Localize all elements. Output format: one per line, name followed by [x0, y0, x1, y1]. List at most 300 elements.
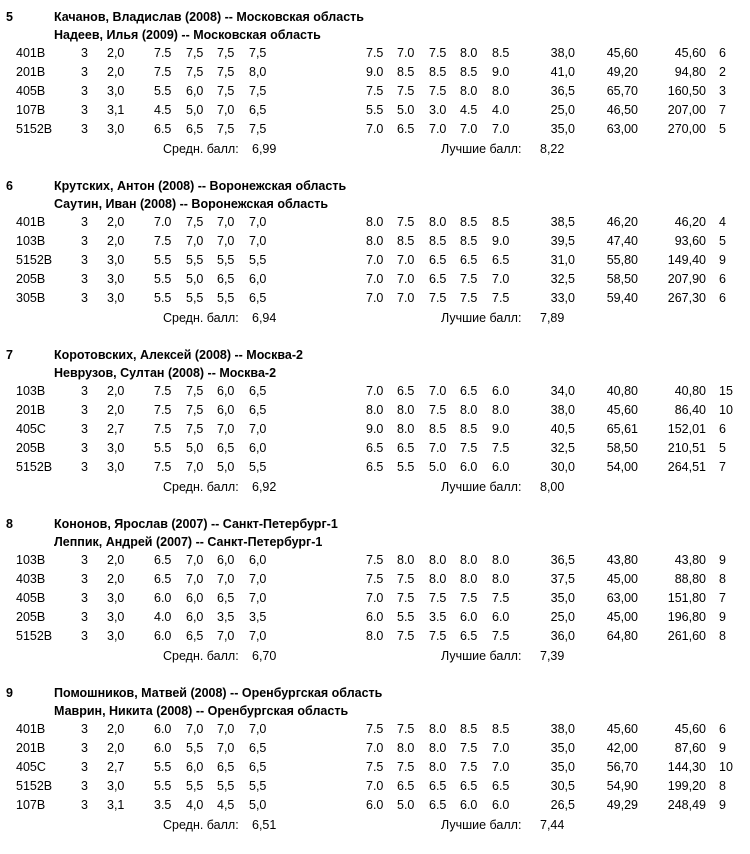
- avg-label: Средн. балл:: [163, 818, 239, 832]
- avg-value: 6,51: [252, 818, 277, 832]
- judge-score-a: 6,0: [217, 553, 235, 567]
- dive-score: 40,80: [606, 384, 638, 398]
- dive-row: [0, 384, 750, 404]
- judge-score-a: 6,5: [217, 760, 235, 774]
- dive-height: 3: [81, 610, 88, 624]
- judge-score-b: 7.0: [366, 741, 384, 755]
- raw-score: 35,0: [550, 591, 575, 605]
- judge-score-a: 5,0: [249, 798, 267, 812]
- judge-score-b: 7.0: [429, 384, 447, 398]
- judge-score-b: 7.5: [492, 441, 510, 455]
- judge-score-b: 8.5: [429, 234, 447, 248]
- athlete-1: Коротовских, Алексей (2008) -- Москва-2: [54, 348, 303, 362]
- judge-score-a: 5,5: [217, 253, 235, 267]
- judge-score-a: 7,0: [249, 215, 267, 229]
- judge-score-b: 8.0: [492, 572, 510, 586]
- dive-row: [0, 234, 750, 254]
- judge-score-a: 6,5: [249, 741, 267, 755]
- judge-score-a: 7,0: [217, 234, 235, 248]
- judge-score-b: 7.5: [429, 291, 447, 305]
- judge-score-a: 7,5: [217, 46, 235, 60]
- dive-height: 3: [81, 629, 88, 643]
- judge-score-a: 6,5: [249, 291, 267, 305]
- judge-score-b: 5.0: [397, 103, 415, 117]
- judge-score-b: 7.5: [429, 629, 447, 643]
- judge-score-b: 8.0: [460, 572, 478, 586]
- judge-score-b: 7.5: [429, 403, 447, 417]
- dive-height: 3: [81, 122, 88, 136]
- judge-score-a: 7,0: [186, 553, 204, 567]
- judge-score-a: 6,5: [249, 760, 267, 774]
- raw-score: 41,0: [550, 65, 575, 79]
- raw-score: 35,0: [550, 760, 575, 774]
- avg-value: 6,70: [252, 649, 277, 663]
- dive-code: 401B: [16, 215, 46, 229]
- cumulative-total: 264,51: [667, 460, 706, 474]
- judge-score-b: 5.5: [397, 610, 415, 624]
- judge-score-b: 6.0: [366, 798, 384, 812]
- judge-score-a: 4.0: [154, 610, 172, 624]
- cumulative-total: 93,60: [674, 234, 706, 248]
- athlete-1: Помошников, Матвей (2008) -- Оренбургская область: [54, 686, 383, 700]
- judge-score-b: 7.5: [366, 553, 384, 567]
- judge-score-a: 5.5: [154, 779, 172, 793]
- dive-score: 42,00: [606, 741, 638, 755]
- judge-score-a: 6,0: [217, 403, 235, 417]
- judge-score-b: 7.5: [460, 591, 478, 605]
- judge-score-a: 6,5: [217, 441, 235, 455]
- dive-row: [0, 741, 750, 761]
- judge-score-b: 7.0: [366, 591, 384, 605]
- judge-score-a: 6,0: [249, 441, 267, 455]
- summary-row: [0, 311, 750, 331]
- judge-score-b: 8.0: [492, 403, 510, 417]
- raw-score: 34,0: [550, 384, 575, 398]
- judge-score-a: 7,0: [249, 572, 267, 586]
- dive-height: 3: [81, 253, 88, 267]
- dive-code: 103B: [16, 234, 46, 248]
- dive-height: 3: [81, 272, 88, 286]
- current-rank: 8: [719, 779, 726, 793]
- dive-score: 55,80: [606, 253, 638, 267]
- place-number: 7: [6, 348, 13, 362]
- judge-score-a: 6,0: [186, 610, 204, 624]
- cumulative-total: 43,80: [674, 553, 706, 567]
- dive-row: [0, 722, 750, 742]
- judge-score-a: 6,5: [217, 272, 235, 286]
- dive-code: 5152B: [16, 122, 53, 136]
- judge-score-b: 7.0: [492, 272, 510, 286]
- judge-score-a: 5,5: [249, 779, 267, 793]
- judge-score-b: 8.0: [429, 741, 447, 755]
- judge-score-a: 7.5: [154, 422, 172, 436]
- judge-score-b: 6.5: [460, 253, 478, 267]
- judge-score-b: 7.0: [366, 253, 384, 267]
- dive-row: [0, 253, 750, 273]
- judge-score-a: 7,5: [217, 84, 235, 98]
- judge-score-b: 6.0: [492, 460, 510, 474]
- judge-score-b: 7.0: [429, 441, 447, 455]
- judge-score-b: 8.0: [397, 553, 415, 567]
- judge-score-b: 7.5: [397, 722, 415, 736]
- judge-score-b: 8.5: [492, 215, 510, 229]
- dive-row: [0, 422, 750, 442]
- best-label: Лучшие балл:: [441, 142, 522, 156]
- cumulative-total: 210,51: [667, 441, 706, 455]
- degree-of-difficulty: 3,0: [107, 122, 125, 136]
- judge-score-b: 5.5: [397, 460, 415, 474]
- judge-score-b: 7.5: [429, 591, 447, 605]
- judge-score-a: 3,5: [217, 610, 235, 624]
- judge-score-b: 8.0: [429, 553, 447, 567]
- cumulative-total: 207,00: [667, 103, 706, 117]
- judge-score-b: 6.5: [397, 122, 415, 136]
- current-rank: 6: [719, 272, 726, 286]
- dive-height: 3: [81, 422, 88, 436]
- dive-row: [0, 760, 750, 780]
- judge-score-b: 4.5: [460, 103, 478, 117]
- current-rank: 6: [719, 46, 726, 60]
- raw-score: 36,5: [550, 84, 575, 98]
- judge-score-b: 8.0: [429, 572, 447, 586]
- dive-height: 3: [81, 103, 88, 117]
- dive-code: 401B: [16, 46, 46, 60]
- athlete-1: Крутских, Антон (2008) -- Воронежская область: [54, 179, 347, 193]
- judge-score-b: 7.5: [460, 272, 478, 286]
- raw-score: 30,5: [550, 779, 575, 793]
- current-rank: 10: [719, 403, 733, 417]
- dive-height: 3: [81, 46, 88, 60]
- judge-score-b: 7.0: [460, 122, 478, 136]
- judge-score-b: 6.5: [429, 272, 447, 286]
- judge-score-a: 6,5: [249, 384, 267, 398]
- dive-row: [0, 779, 750, 799]
- judge-score-a: 7,0: [217, 422, 235, 436]
- raw-score: 36,0: [550, 629, 575, 643]
- degree-of-difficulty: 2,0: [107, 403, 125, 417]
- current-rank: 10: [719, 760, 733, 774]
- cumulative-total: 160,50: [667, 84, 706, 98]
- current-rank: 3: [719, 84, 726, 98]
- judge-score-a: 6,0: [249, 272, 267, 286]
- judge-score-b: 8.5: [460, 422, 478, 436]
- judge-score-a: 6.5: [154, 553, 172, 567]
- place-number: 8: [6, 517, 13, 531]
- dive-score: 54,90: [606, 779, 638, 793]
- judge-score-b: 7.0: [366, 384, 384, 398]
- current-rank: 8: [719, 572, 726, 586]
- dive-height: 3: [81, 65, 88, 79]
- judge-score-a: 6.0: [154, 741, 172, 755]
- judge-score-b: 7.5: [397, 760, 415, 774]
- dive-score: 45,60: [606, 722, 638, 736]
- dive-row: [0, 553, 750, 573]
- athlete-2: Леппик, Андрей (2007) -- Санкт-Петербург-1: [54, 535, 323, 549]
- judge-score-b: 6.0: [492, 610, 510, 624]
- current-rank: 4: [719, 215, 726, 229]
- judge-score-a: 5.5: [154, 760, 172, 774]
- place-number: 6: [6, 179, 13, 193]
- cumulative-total: 267,30: [667, 291, 706, 305]
- raw-score: 39,5: [550, 234, 575, 248]
- judge-score-b: 6.5: [492, 779, 510, 793]
- dive-row: [0, 291, 750, 311]
- dive-code: 5152B: [16, 779, 53, 793]
- degree-of-difficulty: 3,0: [107, 591, 125, 605]
- dive-score: 59,40: [606, 291, 638, 305]
- judge-score-a: 5.5: [154, 84, 172, 98]
- pair-block: [0, 517, 750, 685]
- dive-row: [0, 122, 750, 142]
- judge-score-a: 7,0: [186, 234, 204, 248]
- avg-label: Средн. балл:: [163, 311, 239, 325]
- degree-of-difficulty: 2,7: [107, 760, 125, 774]
- judge-score-b: 6.5: [397, 441, 415, 455]
- judge-score-b: 8.0: [429, 722, 447, 736]
- judge-score-a: 7,5: [217, 122, 235, 136]
- judge-score-a: 6.0: [154, 629, 172, 643]
- judge-score-b: 7.5: [460, 741, 478, 755]
- degree-of-difficulty: 2,0: [107, 384, 125, 398]
- judge-score-a: 5,5: [186, 291, 204, 305]
- dive-height: 3: [81, 384, 88, 398]
- judge-score-b: 6.5: [429, 253, 447, 267]
- judge-score-b: 7.0: [366, 291, 384, 305]
- judge-score-b: 9.0: [492, 234, 510, 248]
- judge-score-a: 5.5: [154, 291, 172, 305]
- summary-row: [0, 649, 750, 669]
- judge-score-a: 7,0: [249, 422, 267, 436]
- dive-code: 201B: [16, 65, 46, 79]
- dive-code: 201B: [16, 403, 46, 417]
- cumulative-total: 196,80: [667, 610, 706, 624]
- avg-label: Средн. балл:: [163, 480, 239, 494]
- dive-row: [0, 629, 750, 649]
- dive-height: 3: [81, 291, 88, 305]
- current-rank: 5: [719, 441, 726, 455]
- judge-score-a: 7,0: [217, 741, 235, 755]
- current-rank: 2: [719, 65, 726, 79]
- avg-label: Средн. балл:: [163, 649, 239, 663]
- avg-label: Средн. балл:: [163, 142, 239, 156]
- judge-score-a: 7.0: [154, 215, 172, 229]
- judge-score-b: 7.0: [397, 253, 415, 267]
- judge-score-b: 8.0: [397, 422, 415, 436]
- dive-code: 405B: [16, 591, 46, 605]
- athlete-2: Неврузов, Султан (2008) -- Москва-2: [54, 366, 277, 380]
- judge-score-a: 3.5: [154, 798, 172, 812]
- raw-score: 38,0: [550, 722, 575, 736]
- judge-score-b: 6.5: [397, 779, 415, 793]
- judge-score-a: 7,5: [249, 84, 267, 98]
- degree-of-difficulty: 2,0: [107, 65, 125, 79]
- raw-score: 30,0: [550, 460, 575, 474]
- raw-score: 37,5: [550, 572, 575, 586]
- judge-score-a: 7,5: [186, 403, 204, 417]
- judge-score-b: 7.5: [460, 760, 478, 774]
- degree-of-difficulty: 2,0: [107, 722, 125, 736]
- dive-code: 205B: [16, 610, 46, 624]
- raw-score: 25,0: [550, 103, 575, 117]
- dive-score: 43,80: [606, 553, 638, 567]
- best-value: 7,89: [540, 311, 565, 325]
- cumulative-total: 207,90: [667, 272, 706, 286]
- judge-score-b: 7.5: [366, 46, 384, 60]
- judge-score-b: 7.0: [429, 122, 447, 136]
- judge-score-a: 7,0: [217, 215, 235, 229]
- degree-of-difficulty: 3,0: [107, 441, 125, 455]
- judge-score-a: 7,0: [217, 572, 235, 586]
- cumulative-total: 40,80: [674, 384, 706, 398]
- raw-score: 32,5: [550, 272, 575, 286]
- judge-score-b: 5.5: [366, 103, 384, 117]
- dive-row: [0, 441, 750, 461]
- best-value: 7,39: [540, 649, 565, 663]
- judge-score-a: 7,5: [217, 65, 235, 79]
- judge-score-a: 6,0: [186, 760, 204, 774]
- dive-row: [0, 103, 750, 123]
- judge-score-a: 7,0: [186, 722, 204, 736]
- judge-score-b: 3.0: [429, 103, 447, 117]
- current-rank: 9: [719, 798, 726, 812]
- judge-score-b: 7.5: [366, 760, 384, 774]
- judge-score-a: 3,5: [249, 610, 267, 624]
- judge-score-b: 7.5: [429, 84, 447, 98]
- dive-code: 405B: [16, 84, 46, 98]
- dive-code: 103B: [16, 384, 46, 398]
- raw-score: 35,0: [550, 741, 575, 755]
- judge-score-b: 8.5: [492, 46, 510, 60]
- cumulative-total: 86,40: [674, 403, 706, 417]
- dive-code: 201B: [16, 741, 46, 755]
- judge-score-a: 7,5: [186, 422, 204, 436]
- judge-score-a: 5,0: [186, 103, 204, 117]
- cumulative-total: 46,20: [674, 215, 706, 229]
- dive-height: 3: [81, 441, 88, 455]
- best-label: Лучшие балл:: [441, 818, 522, 832]
- dive-code: 205B: [16, 441, 46, 455]
- dive-score: 54,00: [606, 460, 638, 474]
- dive-height: 3: [81, 760, 88, 774]
- judge-score-b: 8.0: [366, 629, 384, 643]
- judge-score-a: 5,5: [249, 253, 267, 267]
- cumulative-total: 87,60: [674, 741, 706, 755]
- degree-of-difficulty: 2,0: [107, 572, 125, 586]
- judge-score-b: 7.0: [397, 46, 415, 60]
- judge-score-a: 7,5: [249, 46, 267, 60]
- raw-score: 38,0: [550, 46, 575, 60]
- dive-row: [0, 460, 750, 480]
- cumulative-total: 270,00: [667, 122, 706, 136]
- judge-score-a: 5.5: [154, 253, 172, 267]
- dive-row: [0, 591, 750, 611]
- dive-height: 3: [81, 553, 88, 567]
- cumulative-total: 261,60: [667, 629, 706, 643]
- current-rank: 9: [719, 553, 726, 567]
- judge-score-a: 4,0: [186, 798, 204, 812]
- judge-score-b: 9.0: [492, 65, 510, 79]
- current-rank: 15: [719, 384, 733, 398]
- judge-score-a: 6,0: [217, 384, 235, 398]
- raw-score: 38,0: [550, 403, 575, 417]
- judge-score-a: 5,5: [249, 460, 267, 474]
- judge-score-a: 6,5: [249, 103, 267, 117]
- dive-score: 47,40: [606, 234, 638, 248]
- judge-score-b: 8.5: [397, 65, 415, 79]
- judge-score-b: 6.0: [460, 798, 478, 812]
- judge-score-a: 7.5: [154, 65, 172, 79]
- place-number: 9: [6, 686, 13, 700]
- current-rank: 9: [719, 253, 726, 267]
- judge-score-b: 6.0: [492, 384, 510, 398]
- judge-score-b: 9.0: [366, 422, 384, 436]
- summary-row: [0, 142, 750, 162]
- judge-score-a: 5.5: [154, 272, 172, 286]
- judge-score-b: 9.0: [492, 422, 510, 436]
- cumulative-total: 151,80: [667, 591, 706, 605]
- judge-score-a: 6,0: [249, 553, 267, 567]
- judge-score-a: 7,0: [186, 460, 204, 474]
- judge-score-b: 4.0: [492, 103, 510, 117]
- dive-score: 58,50: [606, 272, 638, 286]
- avg-value: 6,94: [252, 311, 277, 325]
- current-rank: 6: [719, 422, 726, 436]
- athlete-1: Качанов, Владислав (2008) -- Московская область: [54, 10, 364, 24]
- judge-score-b: 8.5: [429, 65, 447, 79]
- judge-score-b: 8.0: [460, 553, 478, 567]
- judge-score-a: 7,0: [217, 629, 235, 643]
- degree-of-difficulty: 3,0: [107, 460, 125, 474]
- dive-code: 5152B: [16, 629, 53, 643]
- dive-row: [0, 84, 750, 104]
- judge-score-a: 7.5: [154, 234, 172, 248]
- judge-score-a: 6,5: [186, 629, 204, 643]
- judge-score-a: 6.0: [154, 591, 172, 605]
- dive-height: 3: [81, 215, 88, 229]
- judge-score-b: 7.5: [397, 84, 415, 98]
- raw-score: 25,0: [550, 610, 575, 624]
- judge-score-b: 7.5: [397, 629, 415, 643]
- judge-score-a: 6,5: [249, 403, 267, 417]
- judge-score-b: 6.5: [429, 779, 447, 793]
- degree-of-difficulty: 3,0: [107, 779, 125, 793]
- judge-score-b: 6.5: [492, 253, 510, 267]
- dive-score: 64,80: [606, 629, 638, 643]
- degree-of-difficulty: 3,0: [107, 84, 125, 98]
- degree-of-difficulty: 3,1: [107, 103, 125, 117]
- judge-score-a: 4.5: [154, 103, 172, 117]
- degree-of-difficulty: 2,7: [107, 422, 125, 436]
- judge-score-b: 8.5: [492, 722, 510, 736]
- best-label: Лучшие балл:: [441, 311, 522, 325]
- degree-of-difficulty: 2,0: [107, 741, 125, 755]
- cumulative-total: 94,80: [674, 65, 706, 79]
- dive-score: 56,70: [606, 760, 638, 774]
- judge-score-b: 8.0: [397, 403, 415, 417]
- dive-row: [0, 610, 750, 630]
- dive-height: 3: [81, 722, 88, 736]
- judge-score-a: 6,0: [186, 591, 204, 605]
- cumulative-total: 144,30: [667, 760, 706, 774]
- raw-score: 33,0: [550, 291, 575, 305]
- judge-score-a: 7,0: [249, 722, 267, 736]
- pair-block: [0, 686, 750, 854]
- cumulative-total: 152,01: [667, 422, 706, 436]
- judge-score-b: 8.0: [492, 553, 510, 567]
- dive-code: 5152B: [16, 253, 53, 267]
- avg-value: 6,92: [252, 480, 277, 494]
- judge-score-b: 7.5: [492, 629, 510, 643]
